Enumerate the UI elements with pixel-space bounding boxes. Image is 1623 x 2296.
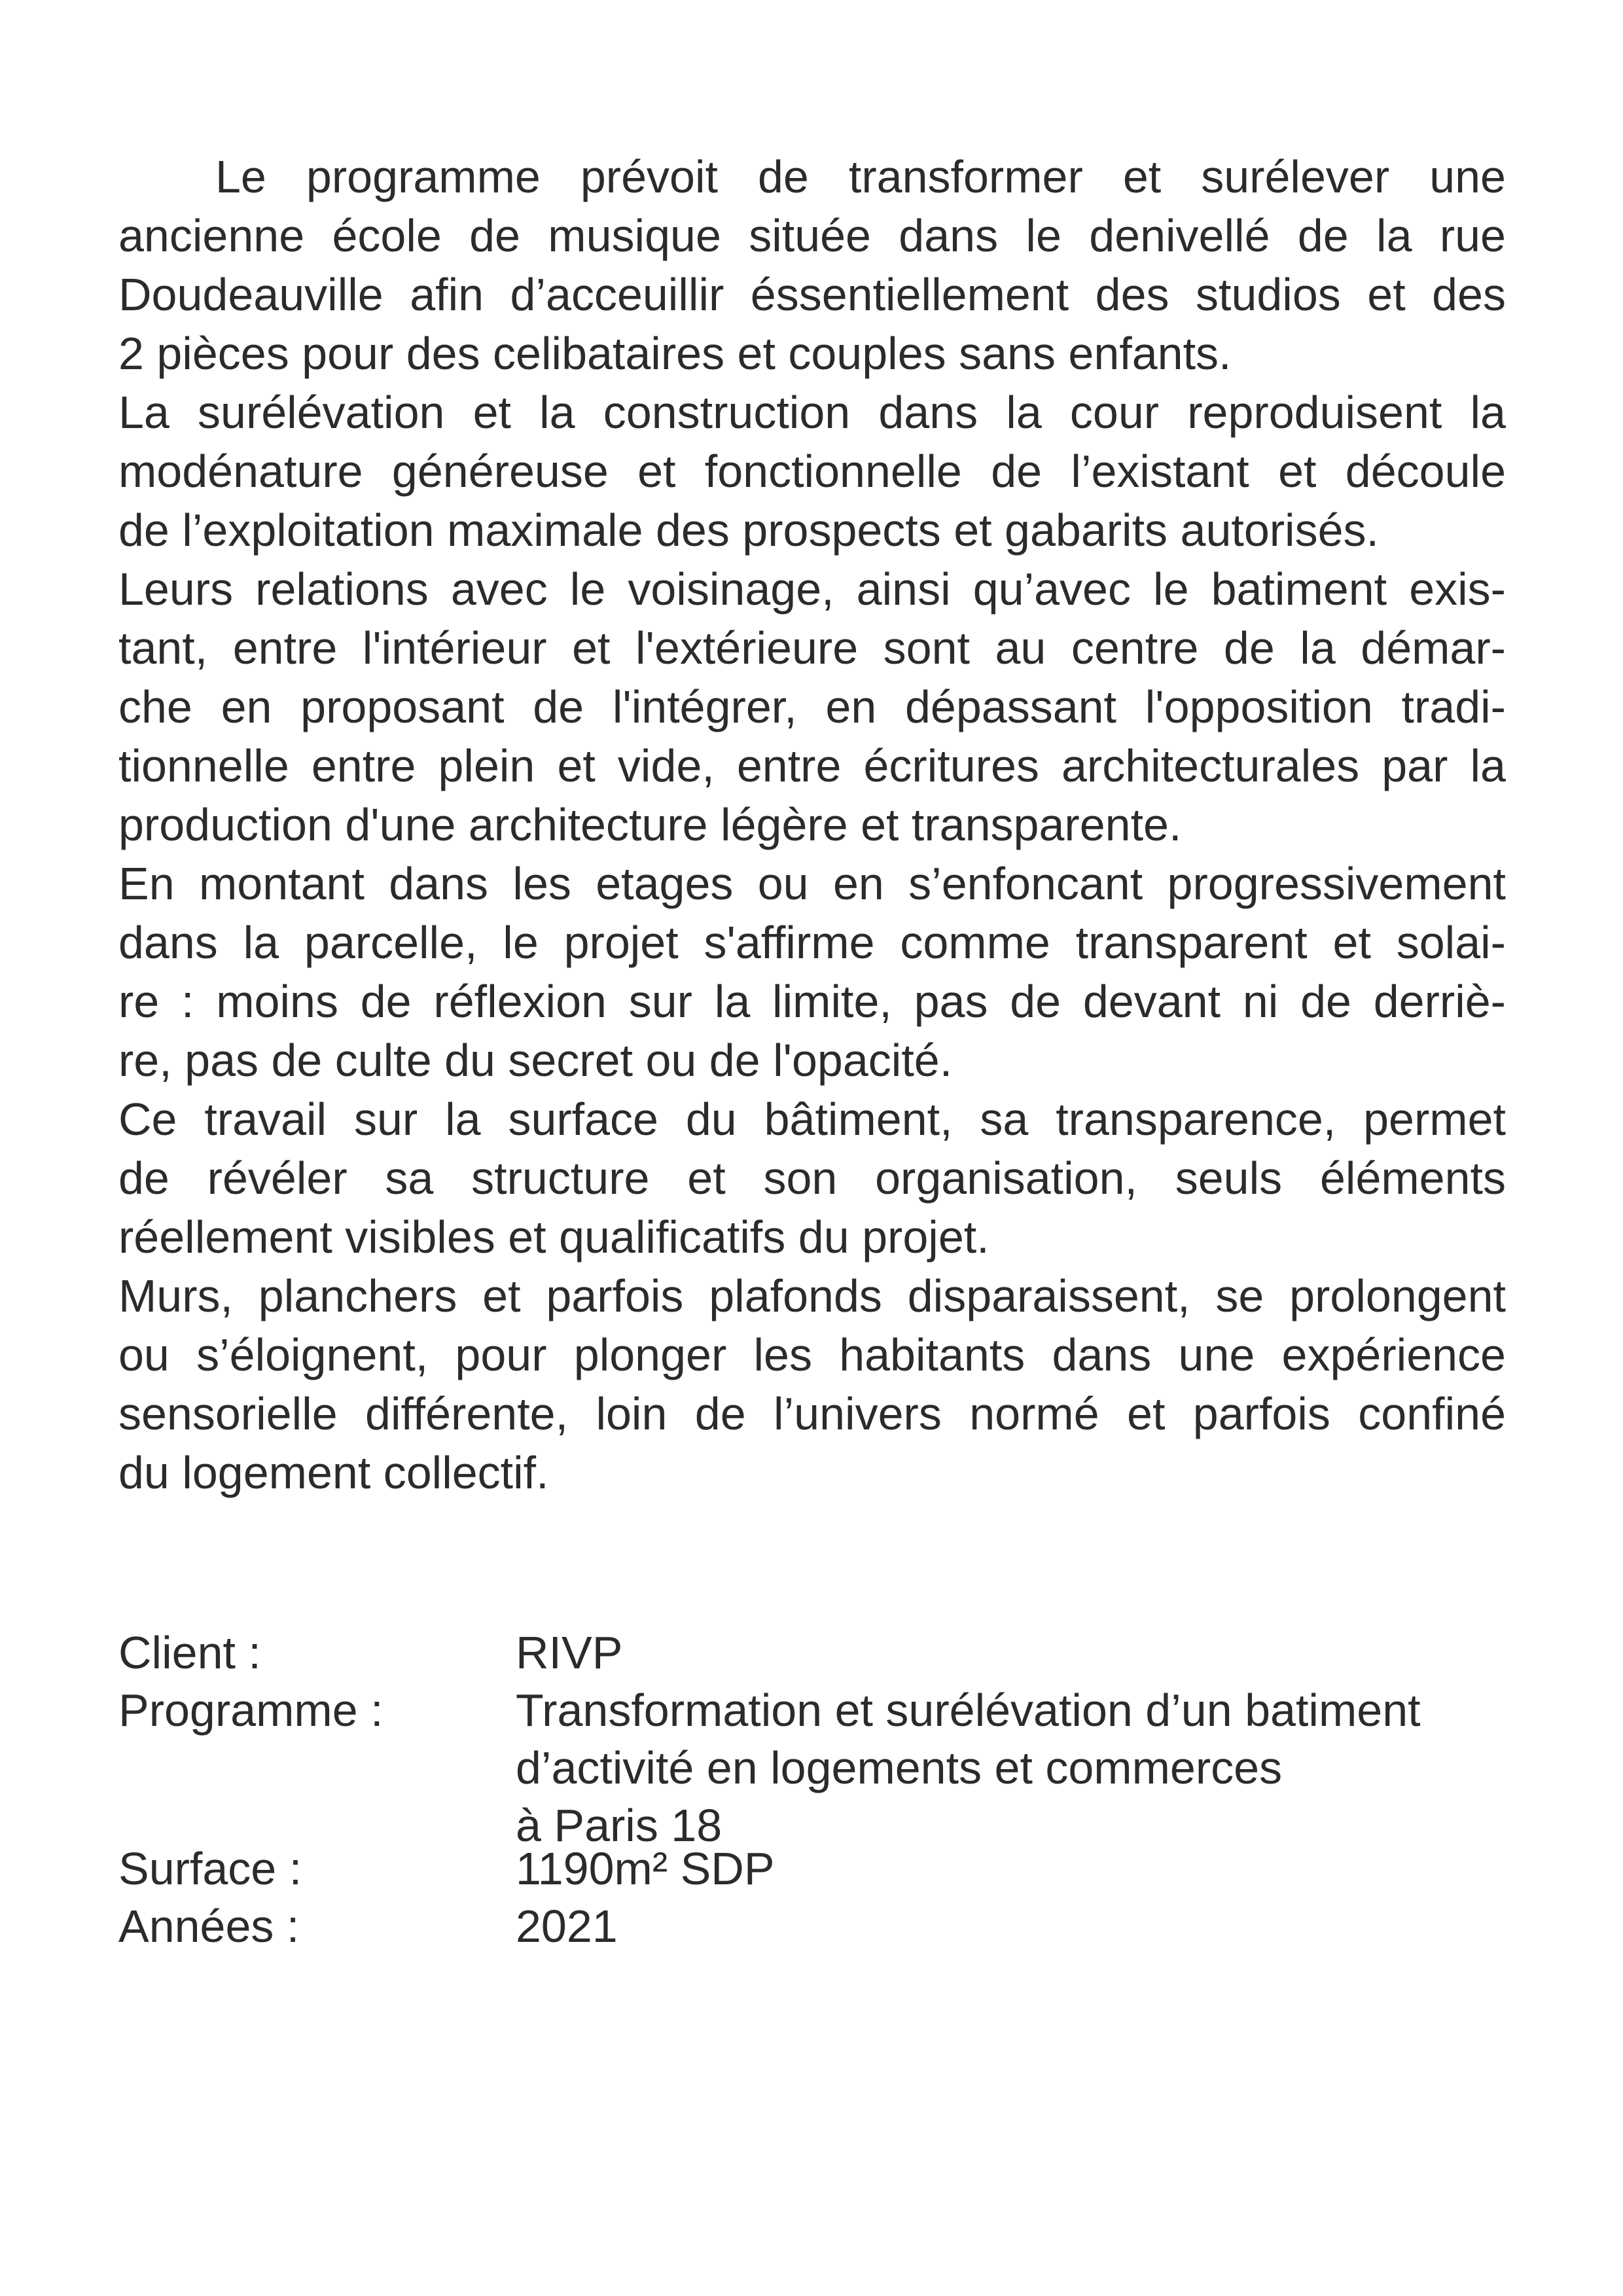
paragraph-line: tant, entre l'intérieur et l'extérieure sont au centre de la démar- [118,622,1506,673]
annees-value: 2021 [516,1901,618,1952]
programme-value-line: à Paris 18 [516,1800,722,1851]
paragraph-line: En montant dans les etages ou en s’enfoncant progressivement [118,858,1506,909]
paragraph-line: Le programme prévoit de transformer et surélever une [215,151,1506,202]
paragraph-line: che en proposant de l'intégrer, en dépassant l'opposition tradi- [118,681,1506,732]
paragraph-line: production d'une architecture légère et transparente. [118,799,1182,850]
paragraph-line: Leurs relations avec le voisinage, ainsi qu’avec le batiment exis- [118,564,1506,615]
paragraph-line: ancienne école de musique située dans le denivellé de la rue [118,210,1506,261]
paragraph-line: re : moins de réflexion sur la limite, pas de devant ni de derriè- [118,976,1506,1027]
paragraph-line: 2 pièces pour des celibataires et couples sans enfants. [118,328,1232,379]
surface-value: 1190m² SDP [516,1843,775,1894]
paragraph-line: sensorielle différente, loin de l’univers normé et parfois confiné [118,1388,1506,1439]
paragraph-line: de l’exploitation maximale des prospects et gabarits autorisés. [118,505,1379,556]
paragraph-line: du logement collectif. [118,1447,549,1498]
paragraph-line: réellement visibles et qualificatifs du projet. [118,1211,990,1263]
paragraph-line: Ce travail sur la surface du bâtiment, sa transparence, permet [118,1094,1506,1145]
programme-value-line: d’activité en logements et commerces [516,1742,1283,1793]
paragraph-line: ou s’éloignent, pour plonger les habitants dans une expérience [118,1329,1506,1380]
annees-label: Années : [118,1901,300,1952]
paragraph-line: Doudeauville afin d’acceuillir éssentiellement des studios et des [118,269,1506,320]
programme-label: Programme : [118,1685,383,1736]
client-label: Client : [118,1627,261,1678]
programme-value-line: Transformation et surélévation d’un batiment [516,1685,1421,1736]
paragraph-line: tionnelle entre plein et vide, entre écritures architecturales par la [118,740,1506,791]
paragraph-line: La surélévation et la construction dans la cour reproduisent la [118,387,1506,438]
project-info [118,1623,1506,1990]
surface-label: Surface : [118,1843,302,1894]
client-value: RIVP [516,1627,623,1678]
paragraph-line: dans la parcelle, le projet s'affirme comme transparent et solai- [118,917,1506,968]
paragraph-line: Murs, planchers et parfois plafonds disparaissent, se prolongent [118,1270,1506,1321]
paragraph-line: re, pas de culte du secret ou de l'opacité. [118,1035,953,1086]
paragraph-line: modénature généreuse et fonctionnelle de l’existant et découle [118,446,1506,497]
paragraph-line: de révéler sa structure et son organisation, seuls éléments [118,1153,1506,1204]
